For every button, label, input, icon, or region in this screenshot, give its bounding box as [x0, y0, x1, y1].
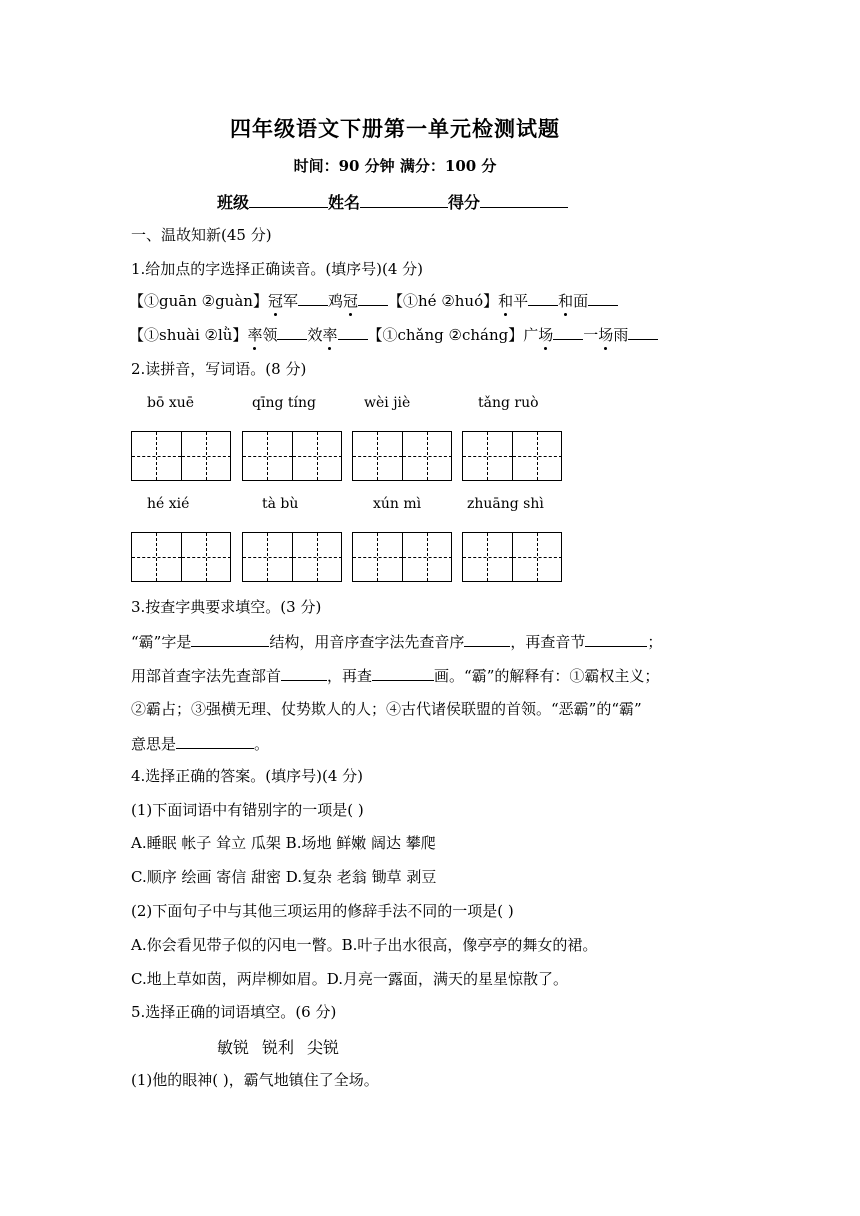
- dotted-char: 场: [598, 326, 614, 344]
- answer-blank[interactable]: [372, 665, 434, 681]
- pinyin-options: 【①chǎng ②cháng】: [367, 326, 524, 344]
- question-4-sub-1: (1)下面词语中有错别字的一项是( ): [131, 801, 364, 819]
- answer-blank[interactable]: [277, 324, 307, 340]
- pinyin-label: zhuāng shì: [467, 496, 544, 512]
- answer-blank[interactable]: [628, 324, 658, 340]
- answer-blank[interactable]: [585, 631, 647, 647]
- question-5-title: 5.选择正确的词语填空。(6 分): [131, 1003, 337, 1021]
- word-choices: [217, 1035, 352, 1058]
- pinyin-label: xún mì: [373, 496, 422, 512]
- question-5-sub-1: (1)他的眼神( )，霸气地镇住了全场。: [131, 1071, 379, 1089]
- text: 意思是: [131, 735, 177, 753]
- pinyin-label: wèi jiè: [364, 395, 411, 411]
- answer-blank[interactable]: [191, 631, 269, 647]
- pinyin-options: 【①shuài ②lǜ】: [129, 326, 248, 344]
- question-4-sub-2: (2)下面句子中与其他三项运用的修辞手法不同的一项是( ): [131, 902, 514, 920]
- word-char: 鸡: [327, 292, 343, 310]
- question-4-options-2b: C.地上草如茵，两岸柳如眉。D.月亮一露面，满天的星星惊散了。: [131, 970, 568, 988]
- word-char: 雨: [613, 326, 629, 344]
- writing-grid[interactable]: [242, 431, 342, 481]
- writing-grid[interactable]: [462, 532, 562, 582]
- dotted-char: 和: [498, 292, 514, 310]
- question-4-options-2a: A.你会看见带子似的闪电一瞥。B.叶子出水很高，像亭亭的舞女的裙。: [131, 936, 598, 954]
- text: ，再查音节: [510, 633, 586, 651]
- question-3-title: 3.按查字典要求填空。(3 分): [131, 598, 322, 616]
- word-char: 领: [262, 326, 278, 344]
- writing-grid[interactable]: [131, 532, 231, 582]
- question-3-line-1: [131, 631, 662, 652]
- dotted-char: 率: [322, 326, 338, 344]
- exam-time-score: 时间：90 分钟 满分：100 分: [293, 157, 497, 175]
- word-char: 广: [523, 326, 539, 344]
- text: 。: [254, 735, 270, 753]
- dotted-char: 率: [247, 326, 263, 344]
- pinyin-label: qīng tíng: [252, 395, 316, 411]
- question-2-title: 2.读拼音，写词语。(8 分): [131, 360, 307, 378]
- word-choice: 敏锐: [217, 1038, 250, 1057]
- question-3-line-3: ②霸占；③强横无理、仗势欺人的人；④古代诸侯联盟的首领。“恶霸”的“霸”: [131, 700, 642, 718]
- pinyin-options: 【①guān ②guàn】: [129, 292, 268, 310]
- pinyin-options: 【①hé ②huó】: [388, 292, 499, 310]
- answer-blank[interactable]: [338, 324, 368, 340]
- word-choice: 锐利: [262, 1038, 295, 1057]
- writing-grid[interactable]: [462, 431, 562, 481]
- pinyin-label: bō xuē: [147, 395, 195, 411]
- dotted-char: 冠: [343, 292, 359, 310]
- answer-blank[interactable]: [176, 733, 254, 749]
- dotted-char: 和: [558, 292, 574, 310]
- student-info: [217, 190, 568, 213]
- word-char: 一: [583, 326, 599, 344]
- answer-blank[interactable]: [358, 290, 388, 306]
- text: 用部首查字法先查部首: [131, 667, 282, 685]
- word-choice: 尖锐: [307, 1038, 340, 1057]
- answer-blank[interactable]: [281, 665, 327, 681]
- score-blank[interactable]: [480, 192, 568, 208]
- name-label: 姓名: [328, 193, 361, 212]
- text: “霸”字是: [131, 633, 192, 651]
- name-blank[interactable]: [360, 192, 448, 208]
- text: 结构，用音序查字法先查音序: [269, 633, 465, 651]
- answer-blank[interactable]: [464, 631, 510, 647]
- word-char: 平: [513, 292, 529, 310]
- answer-blank[interactable]: [588, 290, 618, 306]
- dotted-char: 场: [538, 326, 554, 344]
- question-4-options-1a: A.睡眠 帐子 耸立 瓜架 B.场地 鲜嫩 阔达 攀爬: [131, 834, 436, 852]
- pinyin-label: hé xié: [147, 496, 190, 512]
- question-4-title: 4.选择正确的答案。(填序号)(4 分): [131, 767, 364, 785]
- text: ；: [647, 633, 663, 651]
- dotted-char: 冠: [267, 292, 283, 310]
- answer-blank[interactable]: [528, 290, 558, 306]
- answer-blank[interactable]: [298, 290, 328, 306]
- question-1-title: 1.给加点的字选择正确读音。(填序号)(4 分): [131, 260, 424, 278]
- question-4-options-1b: C.顺序 绘画 寄信 甜密 D.复杂 老翁 锄草 剥豆: [131, 868, 437, 886]
- text: 画。“霸”的解释有：①霸权主义；: [434, 667, 660, 685]
- class-blank[interactable]: [249, 192, 328, 208]
- word-char: 效: [307, 326, 323, 344]
- pinyin-label: tà bù: [262, 496, 299, 512]
- answer-blank[interactable]: [553, 324, 583, 340]
- question-1-row-1: [129, 290, 618, 311]
- writing-grid[interactable]: [352, 532, 452, 582]
- class-label: 班级: [217, 193, 250, 212]
- word-char: 军: [282, 292, 298, 310]
- pinyin-label: tǎng ruò: [478, 395, 539, 411]
- writing-grid[interactable]: [352, 431, 452, 481]
- word-char: 面: [573, 292, 589, 310]
- score-label: 得分: [448, 193, 481, 212]
- writing-grid[interactable]: [131, 431, 231, 481]
- section-heading: 一、温故知新(45 分): [131, 226, 272, 244]
- page-title: 四年级语文下册第一单元检测试题: [230, 116, 560, 141]
- writing-grid[interactable]: [242, 532, 342, 582]
- question-3-line-2: [131, 665, 659, 686]
- question-1-row-2: [129, 324, 658, 345]
- text: ，再查: [327, 667, 373, 685]
- question-3-line-4: [131, 733, 269, 754]
